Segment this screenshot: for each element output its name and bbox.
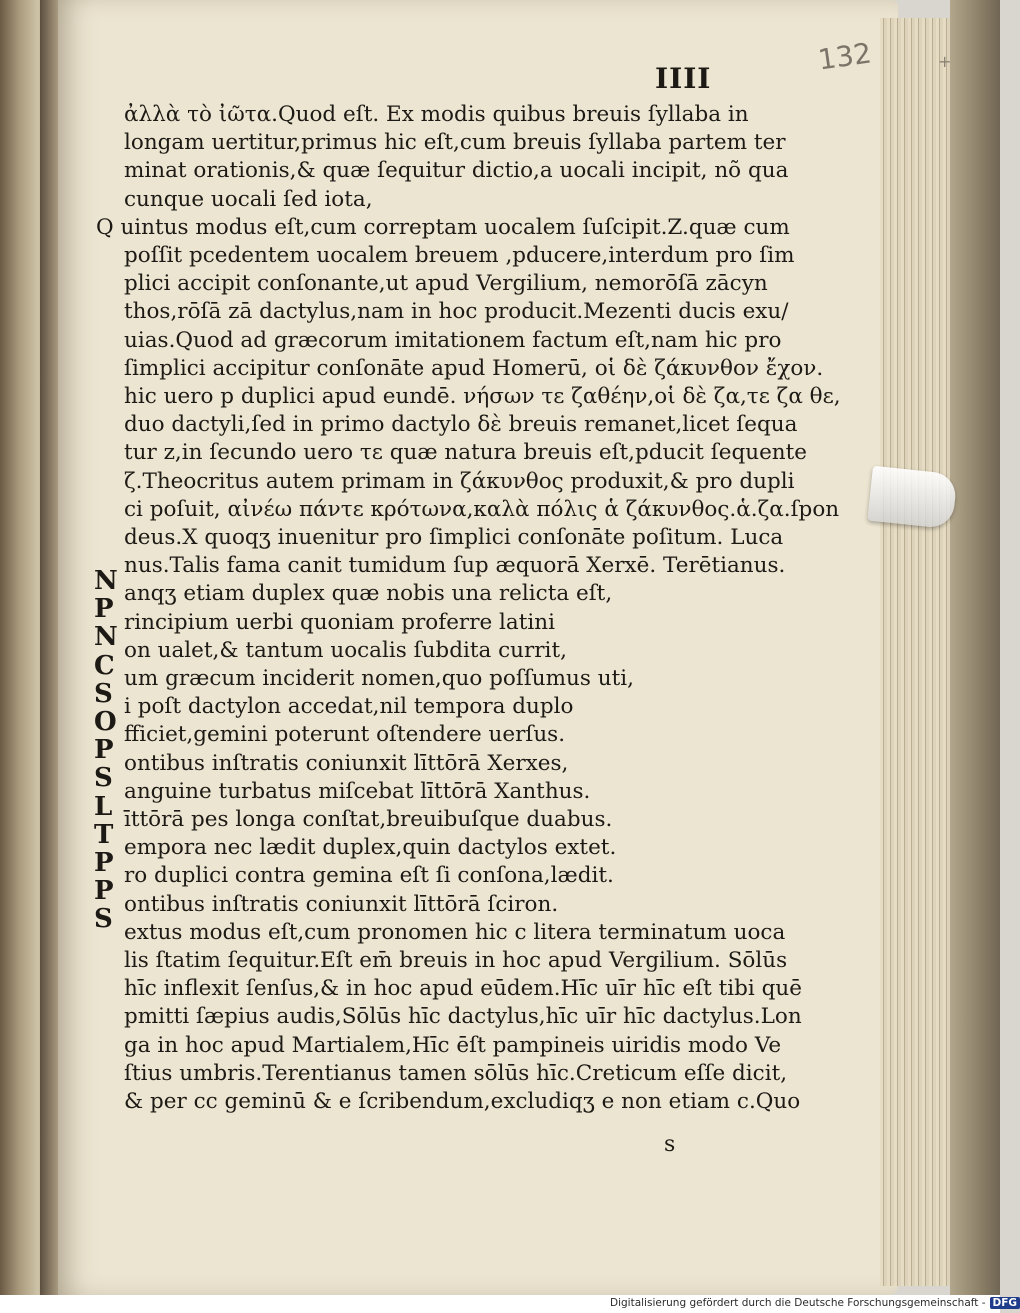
initial-letter: N — [94, 622, 118, 653]
bookmark-ribbon — [867, 466, 957, 530]
text-line: ἀλλὰ τὸ ἰῶτα.Quod eſt. Ex modis quibus breuis ſyllaba in — [124, 102, 749, 127]
text-line: um græcum inciderit nomen,quo poſſumus uti, — [124, 666, 634, 691]
initial-letter: L — [94, 791, 113, 822]
text-line: poſſit pcedentem uocalem breuem ,pducere,interdum pro ſim — [124, 243, 795, 268]
initial-letter: S — [94, 678, 113, 709]
text-line: īttōrā pes longa conſtat,breuibuſque duabus. — [124, 807, 613, 832]
text-line: anqʒ etiam duplex quæ nobis una relicta eſt, — [124, 581, 613, 607]
text-line: Q uintus modus eſt,cum correptam uocalem ſuſcipit.Z.quæ cum — [96, 214, 790, 240]
text-line: ci poſuit, αἰνέω πάντε κρότωνα,καλὰ πόλις ἁ ζάκυνθος.ἁ.ζα.ſpon — [124, 496, 840, 522]
text-line: nus.Talis fama canit tumidum ſup æquorā Xerxē. Terētianus. — [124, 553, 786, 579]
initial-letter: P — [94, 735, 114, 766]
initial-letter: N — [94, 566, 118, 596]
folio-number: 132 — [815, 36, 874, 77]
text-line: thos,rōſā zā dactylus,nam in hoc producit.Mezenti ducis exu/ — [124, 299, 789, 325]
text-line: ontibus inſtratis coniunxit līttōrā ſciron. — [124, 891, 559, 917]
text-line: tur z,in ſecundo uero τε quæ natura breuis eſt,pducit ſequente — [124, 440, 808, 466]
corner-mark: + — [938, 52, 952, 71]
initial-letter: T — [94, 819, 114, 850]
page-fore-edges — [880, 18, 960, 1286]
initial-letter: P — [94, 848, 114, 878]
page-header: IIII — [655, 62, 712, 95]
initial-letter: P — [94, 876, 114, 907]
text-line: i poſt dactylon accedat,nil tempora duplo — [124, 694, 574, 720]
text-line: duo dactyli,ſed in primo dactylo δὲ breuis remanet,licet ſequa — [124, 412, 798, 438]
text-line: fficiet,gemini poterunt oſtendere uerſus. — [124, 722, 566, 748]
initial-letter: S — [94, 904, 113, 935]
footer-text: Digitalisierung gefördert durch die Deutsche Forschungsgemeinschaft - — [610, 1297, 986, 1309]
text-line: & per cc geminū & e ſcribendum,excludiqʒ e non etiam c.Quo — [124, 1089, 801, 1114]
initial-letter: C — [94, 650, 115, 681]
text-line: ſimplici accipitur conſonāte apud Homerū, οἱ δὲ ζάκυνθον ἔχον. — [124, 355, 824, 381]
footer — [610, 1297, 1020, 1309]
text-line: deus.X quoqʒ inuenitur pro ſimplici conſonāte poſitum. Luca — [124, 525, 784, 550]
text-line: extus modus eſt,cum pronomen hic c litera terminatum uoca — [124, 919, 786, 945]
book-cover-edge — [950, 0, 1000, 1295]
text-line: uias.Quod ad græcorum imitationem factum eſt,nam hic pro — [124, 327, 782, 353]
text-line: rincipium uerbi quoniam proferre latini — [124, 609, 555, 635]
text-line: ga in hoc apud Martialem,Hīc ēſt pampineis uiridis modo Ve — [124, 1032, 782, 1058]
text-line: anguine turbatus miſcebat līttōrā Xanthus. — [124, 778, 591, 804]
initial-letter: S — [94, 763, 113, 794]
dfg-logo: DFG — [990, 1297, 1020, 1309]
initial-letter: P — [94, 594, 114, 625]
text-line: ζ.Theocritus autem primam in ζάκυνθος produxit,& pro dupli — [124, 468, 795, 494]
text-line: plici accipit conſonante,ut apud Vergilium, nemorōſā zācyn — [124, 271, 768, 297]
initial-letter: O — [94, 707, 117, 737]
text-line: hic uero p duplici apud eundē. νήσων τε ζαθέην,οἱ δὲ ζα,τε ζα θε, — [124, 384, 841, 409]
text-line: longam uertitur,primus hic eſt,cum breuis ſyllaba partem ter — [124, 130, 786, 156]
text-line: ro duplici contra gemina eſt ſi conſona,lædit. — [124, 863, 614, 889]
text-line: hīc inflexit ſenſus,& in hoc apud eūdem.Hīc uīr hīc eſt tibi quē — [124, 976, 802, 1002]
signature-mark: s — [664, 1132, 676, 1157]
text-line: ontibus inſtratis coniunxit līttōrā Xerxes, — [124, 750, 569, 776]
text-line: pmitti ſæpius audis,Sōlūs hīc dactylus,hīc uīr hīc dactylus.Lon — [124, 1004, 802, 1030]
text-line: empora nec lædit duplex,quin dactylos extet. — [124, 835, 617, 861]
text-line: on ualet,& tantum uocalis ſubdita currit, — [124, 637, 567, 663]
text-line: ſtius umbris.Terentianus tamen sōlūs hīc.Creticum eſſe dicit, — [124, 1060, 788, 1086]
text-line: cunque uocali ſed iota, — [124, 186, 373, 212]
text-line: minat orationis,& quæ ſequitur dictio,a uocali incipit, nõ qua — [124, 158, 789, 184]
text-line: lis ſtatim ſequitur.Eſt em̄ breuis in hoc apud Vergilium. Sōlūs — [124, 948, 788, 973]
